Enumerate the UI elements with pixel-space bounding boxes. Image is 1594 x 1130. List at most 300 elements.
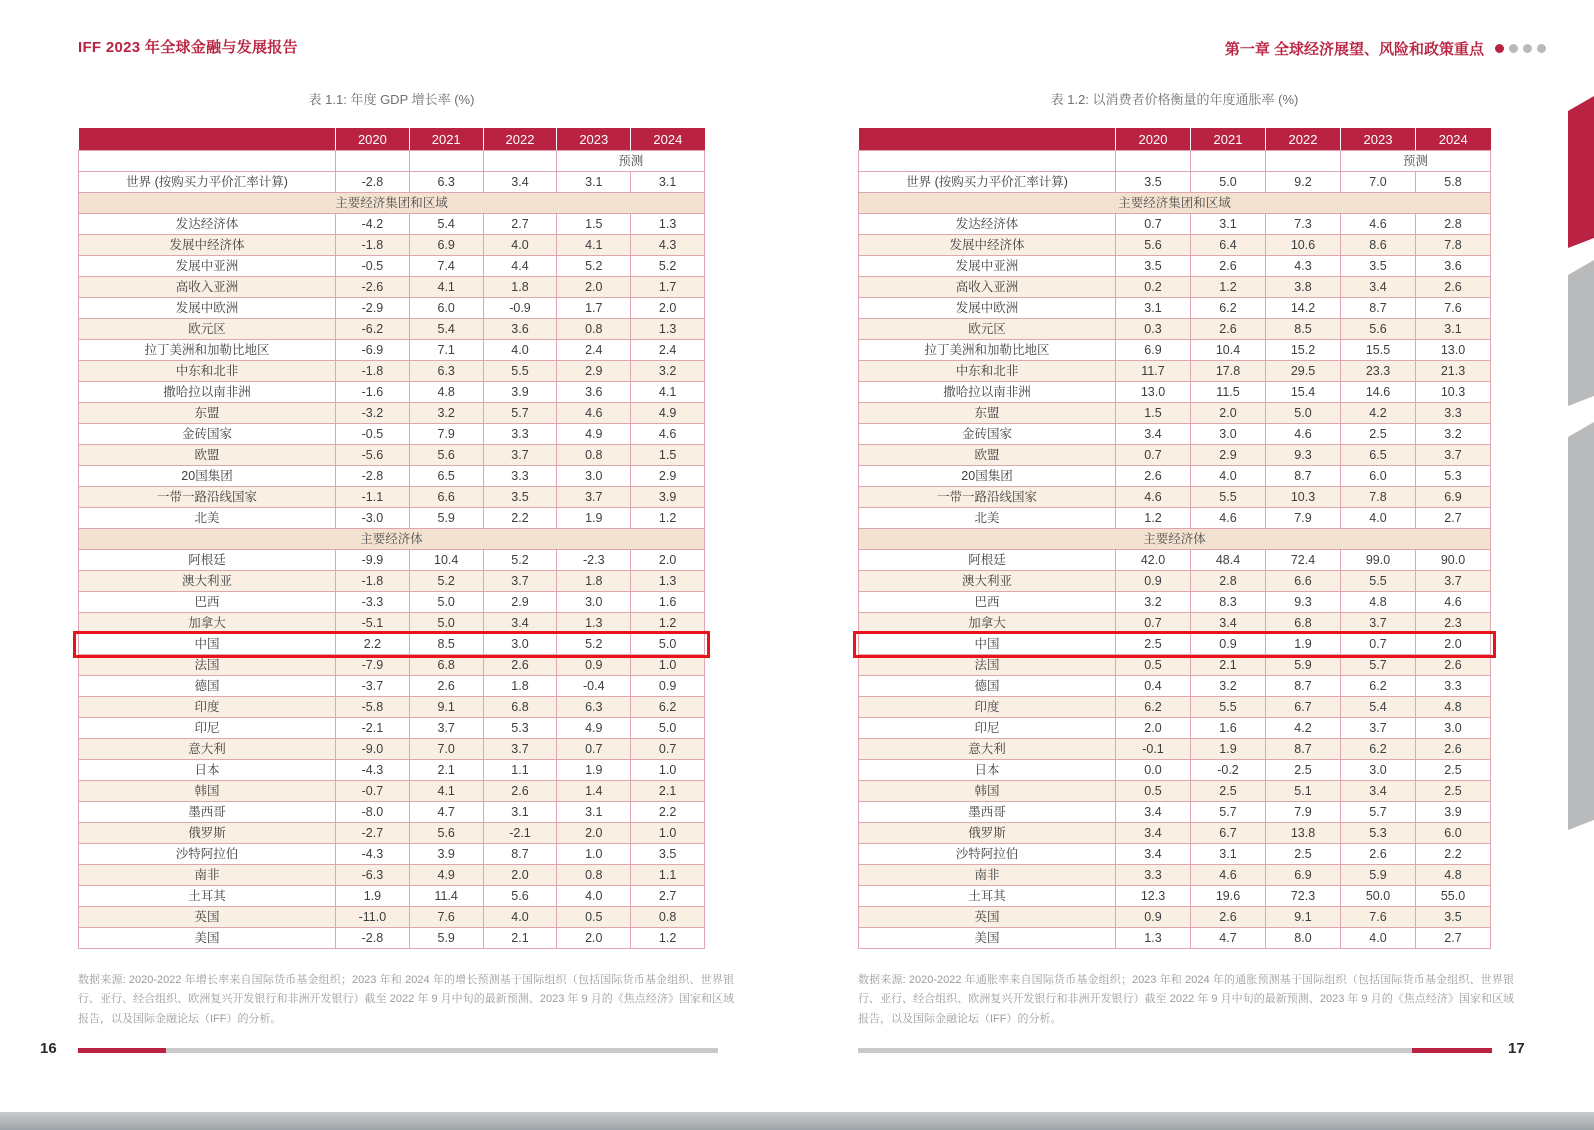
table-row [859, 214, 1491, 235]
section-label: 主要经济体 [859, 529, 1491, 550]
table-row [79, 613, 705, 634]
value-cell: 2.6 [483, 655, 557, 676]
value-cell: 7.6 [409, 907, 483, 928]
value-cell: 5.3 [483, 718, 557, 739]
empty-cell [1266, 151, 1341, 172]
value-cell: 6.2 [1341, 739, 1416, 760]
value-cell: 2.5 [1416, 781, 1491, 802]
value-cell: 4.7 [1191, 928, 1266, 949]
value-cell: 3.9 [409, 844, 483, 865]
forecast-label: 预测 [557, 151, 705, 172]
value-cell: 0.5 [557, 907, 631, 928]
value-cell: -0.5 [336, 424, 410, 445]
value-cell: 2.7 [1416, 508, 1491, 529]
value-cell: 7.9 [1266, 508, 1341, 529]
value-cell: 0.5 [1116, 781, 1191, 802]
chapter-progress-dots [1495, 44, 1546, 53]
value-cell: 3.4 [1341, 781, 1416, 802]
value-cell: 5.7 [483, 403, 557, 424]
value-cell: 7.1 [409, 340, 483, 361]
value-cell: 5.5 [1341, 571, 1416, 592]
table-row [859, 361, 1491, 382]
table-row [79, 697, 705, 718]
value-cell: 1.0 [557, 844, 631, 865]
row-label: 沙特阿拉伯 [79, 844, 336, 865]
value-cell: -7.9 [336, 655, 410, 676]
value-cell: -6.3 [336, 865, 410, 886]
table-row [79, 886, 705, 907]
value-cell: 4.1 [409, 781, 483, 802]
value-cell: 2.2 [1416, 844, 1491, 865]
value-cell: 12.3 [1116, 886, 1191, 907]
value-cell: 2.4 [557, 340, 631, 361]
table-row [79, 298, 705, 319]
table-row [79, 823, 705, 844]
value-cell: 13.0 [1116, 382, 1191, 403]
gdp-growth-table-block [78, 92, 705, 949]
value-cell: 0.7 [1116, 613, 1191, 634]
table-row [79, 403, 705, 424]
value-cell: 7.4 [409, 256, 483, 277]
value-cell: -2.3 [557, 550, 631, 571]
value-cell: 3.7 [557, 487, 631, 508]
row-label: 美国 [79, 928, 336, 949]
value-cell: 5.4 [409, 214, 483, 235]
value-cell: 7.9 [409, 424, 483, 445]
value-cell: 2.9 [557, 361, 631, 382]
value-cell: -3.2 [336, 403, 410, 424]
row-label: 发展中经济体 [859, 235, 1116, 256]
value-cell: 4.0 [1341, 508, 1416, 529]
value-cell: 3.7 [1341, 718, 1416, 739]
value-cell: 3.0 [1341, 760, 1416, 781]
table-row [859, 382, 1491, 403]
value-cell: 1.8 [483, 676, 557, 697]
value-cell: 15.5 [1341, 340, 1416, 361]
value-cell: 5.8 [1416, 172, 1491, 193]
value-cell: 1.3 [631, 571, 705, 592]
table-row [859, 718, 1491, 739]
year-header-row [79, 128, 705, 151]
value-cell: 5.7 [1341, 655, 1416, 676]
row-label: 撒哈拉以南非洲 [79, 382, 336, 403]
table-row [79, 340, 705, 361]
chapter-title: 第一章 全球经济展望、风险和政策重点 [1224, 41, 1484, 58]
value-cell: 5.5 [1191, 697, 1266, 718]
value-cell: 3.2 [1116, 592, 1191, 613]
page-number: 17 [1508, 1040, 1525, 1057]
table-row [79, 277, 705, 298]
value-cell: 0.8 [557, 865, 631, 886]
inflation-table-block [858, 92, 1491, 949]
value-cell: 2.0 [631, 550, 705, 571]
value-cell: 3.2 [631, 361, 705, 382]
row-label: 东盟 [79, 403, 336, 424]
row-label: 中东和北非 [859, 361, 1116, 382]
value-cell: 4.2 [1341, 403, 1416, 424]
value-cell: 3.1 [1116, 298, 1191, 319]
value-cell: 4.6 [1416, 592, 1491, 613]
table-row [859, 319, 1491, 340]
table-row [859, 655, 1491, 676]
row-label: 澳大利亚 [79, 571, 336, 592]
value-cell: 4.9 [557, 424, 631, 445]
value-cell: 5.0 [409, 613, 483, 634]
row-label: 意大利 [79, 739, 336, 760]
progress-dot-icon [1537, 44, 1546, 53]
value-cell: 7.8 [1341, 487, 1416, 508]
value-cell: 29.5 [1266, 361, 1341, 382]
value-cell: 5.0 [631, 634, 705, 655]
value-cell: 2.7 [631, 886, 705, 907]
value-cell: -0.5 [336, 256, 410, 277]
table-row [79, 802, 705, 823]
year-header: 2022 [483, 128, 557, 151]
value-cell: -2.7 [336, 823, 410, 844]
empty-cell [336, 151, 410, 172]
value-cell: -1.8 [336, 235, 410, 256]
table-row [859, 613, 1491, 634]
value-cell: 1.6 [631, 592, 705, 613]
row-label: 日本 [79, 760, 336, 781]
table-row [859, 466, 1491, 487]
table-row [859, 403, 1491, 424]
value-cell: 4.3 [1266, 256, 1341, 277]
row-label: 印尼 [79, 718, 336, 739]
value-cell: -6.9 [336, 340, 410, 361]
value-cell: 0.2 [1116, 277, 1191, 298]
value-cell: 6.3 [409, 172, 483, 193]
row-label: 高收入亚洲 [859, 277, 1116, 298]
value-cell: 2.9 [483, 592, 557, 613]
value-cell: 6.3 [557, 697, 631, 718]
value-cell: 8.7 [1266, 466, 1341, 487]
value-cell: 5.0 [1191, 172, 1266, 193]
value-cell: 2.0 [631, 298, 705, 319]
value-cell: 5.5 [483, 361, 557, 382]
year-header: 2023 [1341, 128, 1416, 151]
value-cell: 2.6 [1116, 466, 1191, 487]
value-cell: 11.5 [1191, 382, 1266, 403]
section-header-row [79, 193, 705, 214]
table-row [79, 865, 705, 886]
value-cell: 1.9 [1191, 739, 1266, 760]
value-cell: 5.2 [631, 256, 705, 277]
value-cell: 6.5 [1341, 445, 1416, 466]
value-cell: 3.4 [1116, 844, 1191, 865]
value-cell: 0.3 [1116, 319, 1191, 340]
row-label: 韩国 [79, 781, 336, 802]
empty-cell [1191, 151, 1266, 172]
table-row [859, 739, 1491, 760]
gdp-growth-table [78, 128, 705, 949]
value-cell: 2.5 [1266, 760, 1341, 781]
footer-progress-bar [858, 1048, 1492, 1053]
value-cell: -2.8 [336, 466, 410, 487]
value-cell: 2.5 [1416, 760, 1491, 781]
table-row [79, 214, 705, 235]
chapter-tab-active [1568, 96, 1594, 248]
row-label: 金砖国家 [859, 424, 1116, 445]
table-row [79, 487, 705, 508]
value-cell: 3.4 [1191, 613, 1266, 634]
row-label: 印尼 [859, 718, 1116, 739]
value-cell: 7.0 [1341, 172, 1416, 193]
value-cell: 1.2 [631, 928, 705, 949]
row-label: 撒哈拉以南非洲 [859, 382, 1116, 403]
value-cell: 9.1 [409, 697, 483, 718]
value-cell: 5.3 [1416, 466, 1491, 487]
page-number: 16 [40, 1040, 57, 1057]
value-cell: -3.0 [336, 508, 410, 529]
value-cell: 2.1 [409, 760, 483, 781]
table-row [79, 508, 705, 529]
row-label: 英国 [859, 907, 1116, 928]
value-cell: 2.8 [1416, 214, 1491, 235]
table-row-china [79, 634, 705, 655]
year-header: 2020 [1116, 128, 1191, 151]
value-cell: 10.4 [409, 550, 483, 571]
value-cell: 6.7 [1266, 697, 1341, 718]
value-cell: 55.0 [1416, 886, 1491, 907]
value-cell: -3.7 [336, 676, 410, 697]
value-cell: 1.1 [631, 865, 705, 886]
row-label: 墨西哥 [79, 802, 336, 823]
table-row [79, 466, 705, 487]
value-cell: 4.9 [557, 718, 631, 739]
row-label: 美国 [859, 928, 1116, 949]
section-label: 主要经济集团和区域 [859, 193, 1491, 214]
value-cell: 5.1 [1266, 781, 1341, 802]
value-cell: 0.9 [631, 676, 705, 697]
value-cell: -4.3 [336, 760, 410, 781]
value-cell: 5.4 [409, 319, 483, 340]
value-cell: 99.0 [1341, 550, 1416, 571]
value-cell: 13.8 [1266, 823, 1341, 844]
value-cell: 3.1 [1191, 844, 1266, 865]
table-row [859, 844, 1491, 865]
value-cell: 4.4 [483, 256, 557, 277]
table-row [859, 592, 1491, 613]
value-cell: 1.8 [557, 571, 631, 592]
value-cell: 5.9 [1266, 655, 1341, 676]
value-cell: 2.6 [1341, 844, 1416, 865]
value-cell: 6.5 [409, 466, 483, 487]
row-label: 拉丁美洲和加勒比地区 [79, 340, 336, 361]
table-row [859, 508, 1491, 529]
table-row [79, 928, 705, 949]
data-source-note: 数据来源: 2020-2022 年增长率来自国际货币基金组织；2023 年和 2024 年的增长预测基于国际组织（包括国际货币基金组织、世界银行、亚行、经合组织、欧洲复兴开发银行和非洲开发银行）截至 2022 年 9 月中旬的最新预测、2023 年 9 月的《焦点经济》国家和区域报告，以及国际金融论坛（IFF）的分析。 [78, 974, 734, 1025]
chapter-header [1225, 38, 1546, 59]
value-cell: 5.6 [1116, 235, 1191, 256]
value-cell: 72.4 [1266, 550, 1341, 571]
table-row [79, 760, 705, 781]
value-cell: 3.6 [483, 319, 557, 340]
table-row [79, 844, 705, 865]
value-cell: 23.3 [1341, 361, 1416, 382]
section-header-row [859, 529, 1491, 550]
value-cell: -1.8 [336, 571, 410, 592]
table-row [859, 550, 1491, 571]
value-cell: 19.6 [1191, 886, 1266, 907]
row-label: 土耳其 [79, 886, 336, 907]
value-cell: 3.1 [483, 802, 557, 823]
table-row [79, 718, 705, 739]
value-cell: 4.6 [557, 403, 631, 424]
row-label: 加拿大 [79, 613, 336, 634]
value-cell: 1.5 [631, 445, 705, 466]
value-cell: 0.9 [1191, 634, 1266, 655]
value-cell: 6.2 [631, 697, 705, 718]
value-cell: 3.3 [1416, 676, 1491, 697]
year-header: 2021 [409, 128, 483, 151]
table-row [859, 907, 1491, 928]
value-cell: 3.3 [483, 424, 557, 445]
value-cell: 5.2 [557, 256, 631, 277]
value-cell: 5.2 [557, 634, 631, 655]
value-cell: 3.6 [557, 382, 631, 403]
value-cell: 2.0 [557, 823, 631, 844]
chapter-tab [1568, 422, 1594, 830]
value-cell: 3.5 [1116, 172, 1191, 193]
year-header-row [859, 128, 1491, 151]
table-row [79, 382, 705, 403]
value-cell: -2.8 [336, 928, 410, 949]
value-cell: 2.3 [1416, 613, 1491, 634]
progress-dot-icon [1509, 44, 1518, 53]
value-cell: 5.9 [409, 928, 483, 949]
value-cell: 2.9 [1191, 445, 1266, 466]
row-label: 英国 [79, 907, 336, 928]
value-cell: 1.4 [557, 781, 631, 802]
value-cell: 6.2 [1191, 298, 1266, 319]
value-cell: 10.3 [1266, 487, 1341, 508]
value-cell: 0.7 [1116, 445, 1191, 466]
value-cell: 1.9 [336, 886, 410, 907]
value-cell: 4.1 [557, 235, 631, 256]
table-row [79, 445, 705, 466]
value-cell: 5.6 [1341, 319, 1416, 340]
value-cell: 6.4 [1191, 235, 1266, 256]
value-cell: 8.5 [1266, 319, 1341, 340]
value-cell: 10.3 [1416, 382, 1491, 403]
value-cell: 5.7 [1341, 802, 1416, 823]
value-cell: -9.0 [336, 739, 410, 760]
value-cell: 2.5 [1266, 844, 1341, 865]
value-cell: 5.4 [1341, 697, 1416, 718]
table-title: 表 1.1: 年度 GDP 增长率 (%) [308, 92, 475, 107]
value-cell: 1.1 [483, 760, 557, 781]
value-cell: 7.6 [1416, 298, 1491, 319]
year-header: 2024 [1416, 128, 1491, 151]
value-cell: 0.7 [1116, 214, 1191, 235]
value-cell: -1.6 [336, 382, 410, 403]
value-cell: 4.0 [1191, 466, 1266, 487]
row-label: 北美 [859, 508, 1116, 529]
year-header: 2020 [336, 128, 410, 151]
value-cell: 0.8 [557, 319, 631, 340]
value-cell: -5.1 [336, 613, 410, 634]
value-cell: 3.2 [1416, 424, 1491, 445]
value-cell: 2.1 [483, 928, 557, 949]
table-row-china [859, 634, 1491, 655]
value-cell: 2.5 [1341, 424, 1416, 445]
value-cell: 3.0 [557, 592, 631, 613]
value-cell: 3.5 [1116, 256, 1191, 277]
value-cell: 1.8 [483, 277, 557, 298]
value-cell: 3.4 [483, 613, 557, 634]
table-row [79, 361, 705, 382]
value-cell: -5.6 [336, 445, 410, 466]
table-row [859, 277, 1491, 298]
value-cell: 0.7 [631, 739, 705, 760]
value-cell: 4.8 [1341, 592, 1416, 613]
table-row [859, 928, 1491, 949]
value-cell: 5.9 [409, 508, 483, 529]
value-cell: 10.4 [1191, 340, 1266, 361]
row-label: 欧元区 [79, 319, 336, 340]
value-cell: 0.8 [631, 907, 705, 928]
row-label: 法国 [79, 655, 336, 676]
empty-cell [1116, 151, 1191, 172]
value-cell: 4.3 [631, 235, 705, 256]
value-cell: 3.9 [631, 487, 705, 508]
table-row [79, 655, 705, 676]
value-cell: 11.4 [409, 886, 483, 907]
value-cell: -9.9 [336, 550, 410, 571]
value-cell: 15.4 [1266, 382, 1341, 403]
value-cell: 5.2 [483, 550, 557, 571]
value-cell: 2.6 [1191, 319, 1266, 340]
value-cell: 3.4 [1116, 424, 1191, 445]
value-cell: 3.9 [1416, 802, 1491, 823]
row-label: 一带一路沿线国家 [859, 487, 1116, 508]
table-row [79, 172, 705, 193]
row-label: 20国集团 [79, 466, 336, 487]
value-cell: -2.6 [336, 277, 410, 298]
value-cell: 4.8 [1416, 697, 1491, 718]
value-cell: 7.9 [1266, 802, 1341, 823]
value-cell: 5.0 [409, 592, 483, 613]
row-label: 土耳其 [859, 886, 1116, 907]
row-label: 20国集团 [859, 466, 1116, 487]
value-cell: -3.3 [336, 592, 410, 613]
chapter-tab [1568, 260, 1594, 406]
value-cell: 14.2 [1266, 298, 1341, 319]
value-cell: 2.6 [1416, 277, 1491, 298]
section-label: 主要经济体 [79, 529, 705, 550]
table-row [859, 445, 1491, 466]
value-cell: 2.1 [1191, 655, 1266, 676]
value-cell: 3.7 [483, 445, 557, 466]
table-row [859, 802, 1491, 823]
value-cell: 4.0 [557, 886, 631, 907]
value-cell: -0.9 [483, 298, 557, 319]
value-cell: 1.5 [1116, 403, 1191, 424]
value-cell: 7.6 [1341, 907, 1416, 928]
table-row [79, 781, 705, 802]
value-cell: 3.9 [483, 382, 557, 403]
table-row [859, 298, 1491, 319]
value-cell: 8.5 [409, 634, 483, 655]
table-row [79, 424, 705, 445]
row-label: 发展中欧洲 [859, 298, 1116, 319]
value-cell: 3.2 [409, 403, 483, 424]
value-cell: 1.2 [631, 508, 705, 529]
row-label: 发达经济体 [79, 214, 336, 235]
value-cell: 3.5 [483, 487, 557, 508]
table-row [859, 865, 1491, 886]
